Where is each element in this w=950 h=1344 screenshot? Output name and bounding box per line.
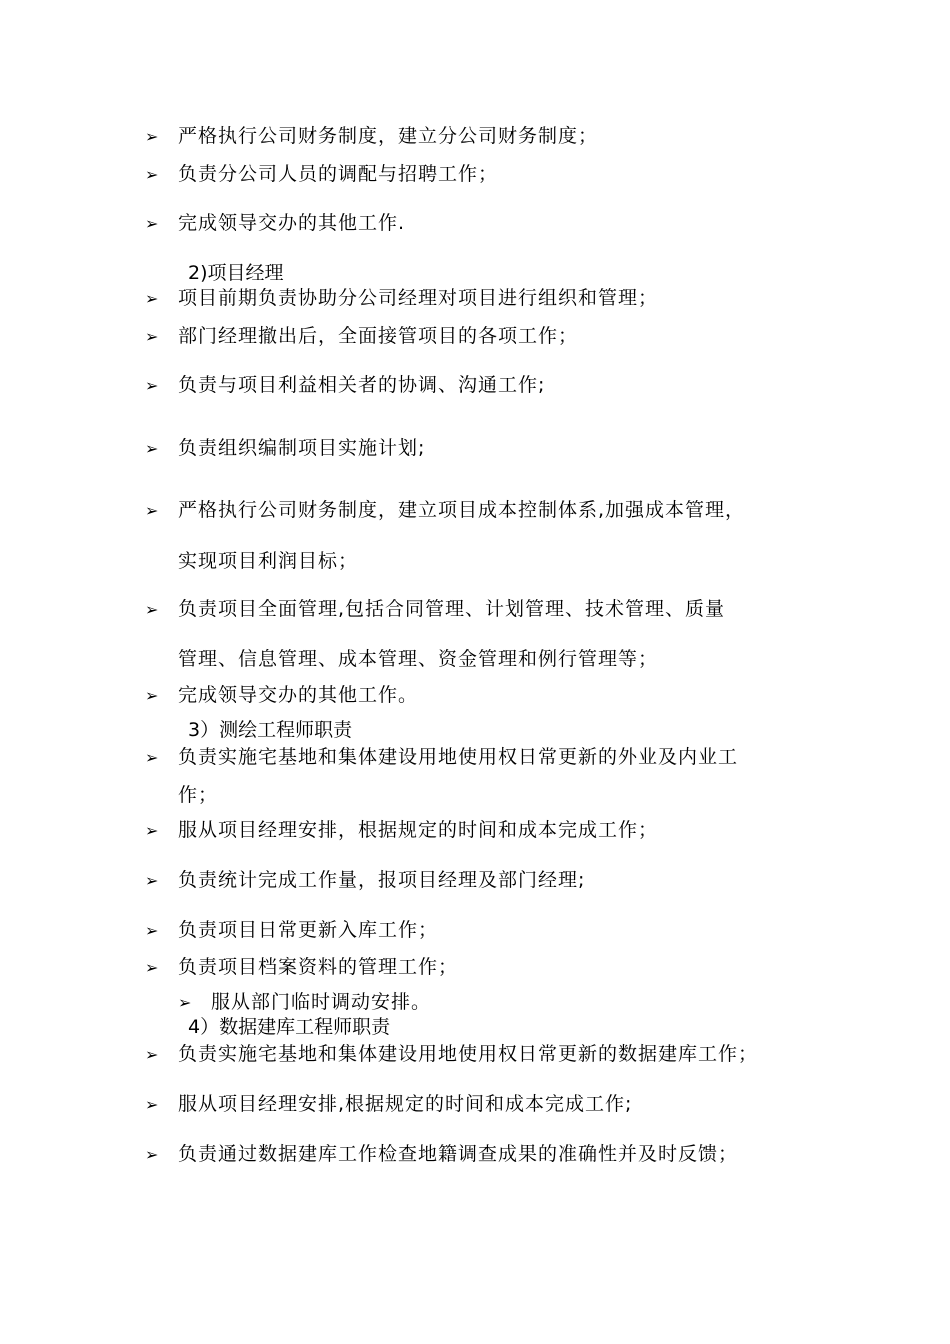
list-item [178, 990, 431, 1015]
list-item-text: 负责项目档案资料的管理工作； [178, 956, 459, 978]
list-item-text: 负责与项目利益相关者的协调、沟通工作; [178, 374, 546, 396]
list-item [145, 918, 438, 943]
list-item-text: 负责实施宅基地和集体建设用地使用权日常更新的外业及内业工 [178, 746, 739, 768]
list-item-text: 部门经理撤出后，全面接管项目的各项工作； [178, 325, 579, 347]
list-item-text: 严格执行公司财务制度，建立项目成本控制体系,加强成本管理， [178, 499, 746, 521]
list-item-text: 负责项目全面管理,包括合同管理、计划管理、技术管理、质量 [178, 598, 726, 620]
arrow-bullet-icon: ➢ [145, 821, 159, 840]
arrow-bullet-icon: ➢ [145, 501, 159, 520]
list-item [145, 373, 545, 398]
list-item-text: 负责统计完成工作量，报项目经理及部门经理; [178, 869, 586, 891]
list-item [145, 124, 598, 149]
list-item [145, 1142, 738, 1167]
arrow-bullet-icon: ➢ [145, 1145, 159, 1164]
arrow-bullet-icon: ➢ [145, 600, 159, 619]
list-item-text: 负责项目日常更新入库工作； [178, 919, 439, 941]
arrow-bullet-icon: ➢ [145, 958, 159, 977]
arrow-bullet-icon: ➢ [145, 686, 159, 705]
list-item-text: 负责通过数据建库工作检查地籍调查成果的准确性并及时反馈； [178, 1143, 739, 1165]
list-item [145, 597, 725, 622]
list-item-text: 服从项目经理安排,根据规定的时间和成本完成工作; [178, 1093, 633, 1115]
list-item [145, 498, 745, 523]
list-item-text: 完成领导交办的其他工作. [178, 212, 406, 234]
arrow-bullet-icon: ➢ [178, 993, 192, 1012]
arrow-bullet-icon: ➢ [145, 1095, 159, 1114]
arrow-bullet-icon: ➢ [145, 748, 159, 767]
section-heading: 4）数据建库工程师职责 [188, 1016, 391, 1038]
list-item [145, 211, 405, 236]
list-item [145, 1092, 632, 1117]
arrow-bullet-icon: ➢ [145, 214, 159, 233]
list-item-text: 严格执行公司财务制度，建立分公司财务制度； [178, 125, 599, 147]
list-item-continuation: 实现项目利润目标； [178, 550, 359, 572]
list-item-text: 负责实施宅基地和集体建设用地使用权日常更新的数据建库工作； [178, 1043, 759, 1065]
arrow-bullet-icon: ➢ [145, 921, 159, 940]
list-item-text: 完成领导交办的其他工作。 [178, 684, 419, 706]
list-item [145, 324, 578, 349]
arrow-bullet-icon: ➢ [145, 439, 159, 458]
list-item [145, 868, 585, 893]
list-item [145, 1042, 758, 1067]
list-item-text: 负责分公司人员的调配与招聘工作； [178, 163, 499, 185]
list-item-continuation: 管理、信息管理、成本管理、资金管理和例行管理等； [178, 648, 659, 670]
arrow-bullet-icon: ➢ [145, 127, 159, 146]
arrow-bullet-icon: ➢ [145, 165, 159, 184]
arrow-bullet-icon: ➢ [145, 871, 159, 890]
list-item [145, 818, 658, 843]
arrow-bullet-icon: ➢ [145, 327, 159, 346]
list-item [145, 286, 658, 311]
arrow-bullet-icon: ➢ [145, 289, 159, 308]
list-item-text: 负责组织编制项目实施计划; [178, 437, 426, 459]
arrow-bullet-icon: ➢ [145, 376, 159, 395]
list-item [145, 683, 418, 708]
list-item-text: 服从部门临时调动安排。 [211, 991, 432, 1013]
section-heading: 2)项目经理 [188, 262, 284, 284]
list-item-continuation: 作； [178, 784, 219, 806]
list-item [145, 436, 425, 461]
list-item-text: 服从项目经理安排，根据规定的时间和成本完成工作； [178, 819, 659, 841]
list-item [145, 745, 738, 770]
section-heading: 3）测绘工程师职责 [188, 719, 353, 741]
list-item [145, 162, 498, 187]
arrow-bullet-icon: ➢ [145, 1045, 159, 1064]
list-item [145, 955, 458, 980]
list-item-text: 项目前期负责协助分公司经理对项目进行组织和管理； [178, 287, 659, 309]
